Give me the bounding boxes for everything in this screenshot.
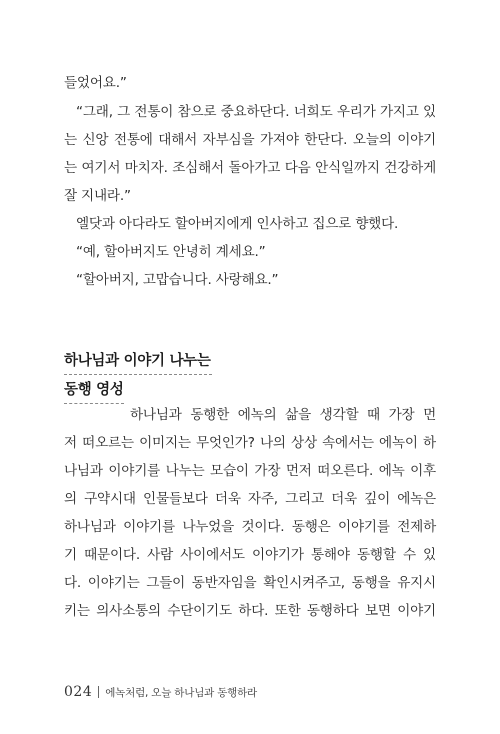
text-line: “그래, 그 전통이 참으로 중요하단다. 너희도 우리가 가지고 있 [76, 104, 436, 120]
text-line: 저 떠오르는 이미지는 무엇인가? 나의 상상 속에서는 에녹이 하 [64, 435, 436, 451]
text-line: 는 신앙 전통에 대해서 자부심을 가져야 한단다. 오늘의 이야기 [64, 132, 436, 148]
text-line: 엘닷과 아다라도 할아버지에게 인사하고 집으로 향했다. [76, 216, 399, 232]
text-line: 하나님과 동행한 에녹의 삶을 생각할 때 가장 먼 [130, 407, 436, 423]
text-line: 들었어요.” [64, 75, 127, 91]
section-subheading: 동행 영성 [64, 382, 124, 398]
text-line: 다. 이야기는 그들이 동반자임을 확인시켜주고, 동행을 유지시 [64, 575, 436, 591]
text-line: “할아버지, 고맙습니다. 사랑해요.” [76, 272, 279, 288]
section-heading: 하나님과 이야기 나누는 [64, 353, 211, 369]
page-number: 024 [64, 684, 93, 700]
running-title: 에녹처럼, 오늘 하나님과 동행하라 [105, 686, 257, 699]
text-line: 잘 지내라.” [64, 188, 131, 204]
page-footer [64, 684, 257, 700]
text-line: 키는 의사소통의 수단이기도 하다. 또한 동행하다 보면 이야기 [64, 603, 436, 619]
heading-divider [64, 374, 212, 375]
subheading-divider [64, 403, 124, 404]
text-line: “예, 할아버지도 안녕히 계세요.” [76, 244, 266, 260]
text-line: 하나님과 이야기를 나누었을 것이다. 동행은 이야기를 전제하 [64, 519, 436, 535]
text-line: 의 구약시대 인물들보다 더욱 자주, 그리고 더욱 깊이 에녹은 [64, 491, 436, 507]
text-line: 는 여기서 마치자. 조심해서 돌아가고 다음 안식일까지 건강하게 [64, 160, 436, 176]
text-line: 기 때문이다. 사람 사이에서도 이야기가 통해야 동행할 수 있 [64, 547, 436, 563]
footer-separator [98, 686, 99, 698]
text-line: 나님과 이야기를 나누는 모습이 가장 먼저 떠오른다. 에녹 이후 [64, 463, 436, 479]
